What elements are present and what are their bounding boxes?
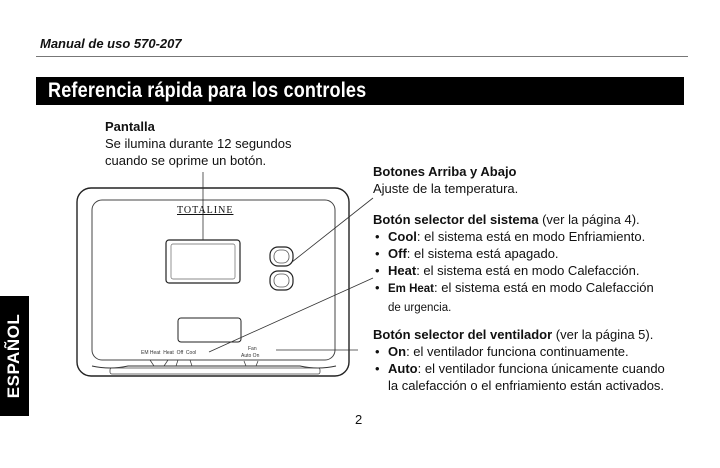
device-brand: TOTALINE (177, 205, 234, 216)
callout-system-title: Botón selector del sistema (373, 212, 539, 227)
down-button-inner (274, 274, 289, 287)
callout-system (373, 211, 703, 317)
lcd-display (166, 240, 240, 283)
manual-title: Manual de uso 570-207 (40, 36, 182, 51)
callout-up-down (373, 163, 518, 197)
callout-display-desc-1: Se ilumina durante 12 segundos (105, 136, 292, 151)
system-switch-ticks (150, 360, 192, 366)
system-switch-labels: EM Heat Heat Off Cool (141, 350, 197, 356)
callout-fan-title: Botón selector del ventilador (373, 327, 553, 342)
callout-display-desc-2: cuando se oprime un botón. (105, 153, 267, 168)
section-title: Referencia rápida para los controles (48, 79, 367, 102)
system-item-em-heat: • Em Heat: el sistema está en modo Calefacción de urgencia. (373, 279, 703, 317)
fan-switch-options: Auto On (241, 353, 260, 359)
system-item-cool: • Cool: el sistema está en modo Enfriamiento. (373, 228, 703, 245)
language-side-text: ESPAÑOL (4, 313, 23, 399)
callout-system-ref: (ver la página 4). (542, 212, 640, 227)
lcd-display-inner (171, 244, 235, 279)
fan-switch-ticks (244, 361, 258, 366)
leader-up-down (292, 198, 373, 262)
lower-window (178, 318, 241, 342)
fan-item-on: • On: el ventilador funciona continuamente. (373, 343, 703, 360)
fan-item-auto: • Auto: el ventilador funciona únicamente cuando la calefacción o el enfriamiento están activados. (373, 360, 703, 394)
callout-display-title: Pantalla (105, 119, 155, 134)
callout-fan-ref: (ver la página 5). (555, 327, 654, 342)
system-item-off: • Off: el sistema está apagado. (373, 245, 703, 262)
language-side-tab (0, 296, 29, 416)
callout-fan (373, 326, 703, 394)
thermostat-bottom-edge (110, 368, 320, 374)
thermostat-outer-body (77, 188, 349, 376)
system-item-heat: • Heat: el sistema está en modo Calefacción. (373, 262, 703, 279)
callout-display (105, 118, 291, 169)
up-button-inner (274, 250, 289, 263)
fan-switch-label: Fan (248, 346, 257, 352)
page-number: 2 (355, 412, 363, 427)
thermostat-inner-face (92, 200, 335, 360)
callout-up-down-title: Botones Arriba y Abajo (373, 164, 517, 179)
callout-up-down-desc: Ajuste de la temperatura. (373, 181, 519, 196)
